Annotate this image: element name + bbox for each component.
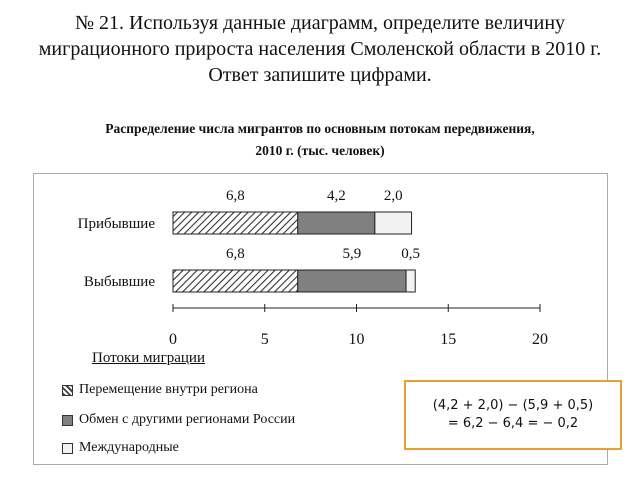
legend-swatch-white [62, 443, 73, 454]
category-label: Прибывшие [77, 216, 155, 232]
legend-item-regions [62, 412, 295, 428]
x-tick-label: 5 [260, 331, 269, 348]
legend-item-international [62, 440, 179, 456]
legend-label-regions: Обмен с другими регионами России [79, 412, 296, 427]
x-tick-label: 0 [169, 331, 177, 348]
legend-label-international: Международные [79, 440, 179, 455]
data-label: 6,8 [226, 246, 245, 262]
bar-segment [173, 270, 298, 292]
data-label: 4,2 [326, 188, 346, 204]
legend-swatch-gray [62, 415, 73, 426]
data-label: 0,5 [401, 246, 421, 262]
category-label: Выбывшие [83, 274, 155, 290]
x-tick-label: 10 [348, 331, 365, 348]
data-label: 2,0 [383, 188, 403, 204]
bar-segment [298, 212, 375, 234]
answer-line2: = 6,2 − 6,4 = − 0,2 [447, 416, 579, 431]
question-text: № 21. Используя данные диаграмм, определите величину миграционного прироста населения Смоленской области в 2010 г. Ответ запишите цифрами. [38, 12, 602, 86]
data-label: 5,9 [342, 246, 362, 262]
answer-box [404, 380, 622, 450]
bar-segment [375, 212, 412, 234]
legend-label-internal: Перемещение внутри региона [79, 382, 258, 397]
chart-title-line2: 2010 г. (тыс. человек) [255, 143, 385, 158]
bar-segment [406, 270, 415, 292]
legend-title: Потоки миграции [92, 350, 205, 366]
legend-swatch-hatch [62, 385, 73, 396]
bar-segment [298, 270, 406, 292]
x-tick-label: 15 [440, 331, 457, 348]
answer-line1: (4,2 + 2,0) − (5,9 + 0,5) [432, 398, 594, 413]
bar-segment [173, 212, 298, 234]
x-tick-label: 20 [532, 331, 548, 348]
data-label: 6,8 [226, 188, 245, 204]
chart-title-line1: Распределение числа мигрантов по основным потокам передвижения, [105, 121, 535, 136]
legend-item-internal [62, 382, 258, 398]
